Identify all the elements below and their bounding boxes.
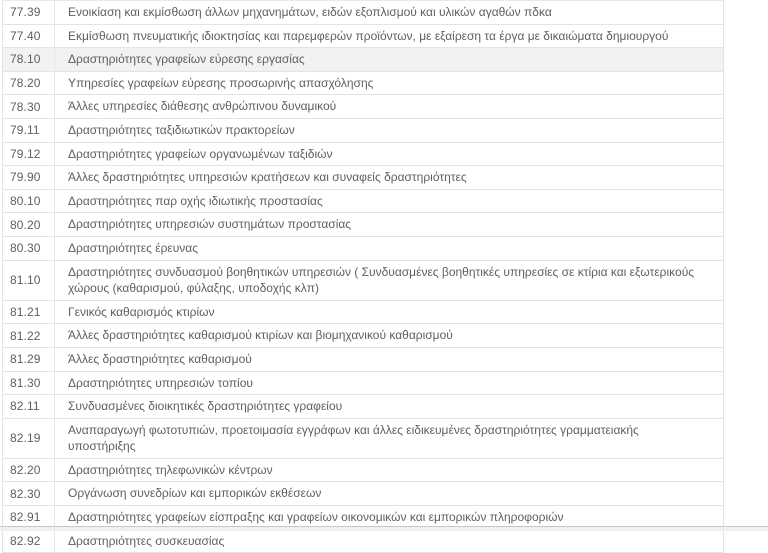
activity-description: Δραστηριότητες τηλεφωνικών κέντρων: [68, 462, 273, 477]
table-row[interactable]: [3, 530, 723, 553]
table-row[interactable]: [3, 119, 723, 143]
table-row[interactable]: [3, 190, 723, 214]
activity-code: 82.19: [3, 419, 55, 458]
activity-description: Δραστηριότητες γραφείων εύρεσης εργασίας: [68, 52, 305, 67]
activity-description: Δραστηριότητες γραφείων είσπραξης και γραφείων οικονομικών και εμπορικών πληροφοριών: [68, 510, 564, 525]
activity-description: Εκμίσθωση πνευματικής ιδιοκτησίας και παρεμφερών προϊόντων, με εξαίρεση τα έργα με δικαιώματα δημιουργού: [68, 28, 669, 43]
table-row[interactable]: [3, 166, 723, 190]
activity-code: 81.30: [3, 372, 55, 395]
activity-description: Ενοικίαση και εκμίσθωση άλλων μηχανημάτων, ειδών εξοπλισμού και υλικών αγαθών πδκα: [68, 5, 552, 19]
table-row[interactable]: [3, 419, 723, 459]
activity-code: 82.30: [3, 482, 55, 505]
activity-description: Οργάνωση συνεδρίων και εμπορικών εκθέσεων: [68, 486, 322, 501]
activity-code: 79.12: [3, 143, 55, 166]
activity-description: Δραστηριότητες ταξιδιωτικών πρακτορείων: [68, 122, 295, 137]
table-row[interactable]: [3, 482, 723, 506]
table-row[interactable]: [3, 143, 723, 167]
activity-description: Άλλες δραστηριότητες καθαρισμού: [68, 351, 252, 366]
activity-description: Δραστηριότητες υπηρεσιών συστημάτων προστασίας: [68, 217, 352, 232]
activity-code: 77.40: [3, 25, 55, 48]
activity-code: 82.91: [3, 506, 55, 529]
table-row[interactable]: [3, 372, 723, 396]
activity-description: Δραστηριότητες συνδυασμού βοηθητικών υπηρεσιών ( Συνδυασμένες βοηθητικές υπηρεσίες σε κτίρια και εξωτερικούς χώρους (καθαρισμού, φύλαξης, υποδοχής κλπ): [68, 264, 695, 296]
table-row[interactable]: [3, 72, 723, 96]
activity-code: 82.92: [3, 530, 55, 553]
activity-code: 80.10: [3, 190, 55, 213]
table-row[interactable]: [3, 1, 723, 25]
activity-description: Άλλες δραστηριότητες υπηρεσιών κρατήσεων και συναφείς δραστηριότητες: [68, 170, 467, 185]
table-row[interactable]: [3, 95, 723, 119]
activity-codes-table: [2, 0, 724, 553]
activity-description: Αναπαραγωγή φωτοτυπιών, προετοιμασία εγγράφων και άλλες ειδικευμένες δραστηριότητες γραμματειακής υποστήριξης: [68, 422, 639, 454]
table-row[interactable]: [3, 48, 723, 72]
activity-code: 78.20: [3, 72, 55, 95]
table-row[interactable]: [3, 348, 723, 372]
table-row[interactable]: [3, 324, 723, 348]
table-row[interactable]: [3, 459, 723, 483]
table-row[interactable]: [3, 237, 723, 261]
activity-code: 81.10: [3, 261, 55, 300]
activity-description: Δραστηριότητες παρ οχής ιδιωτικής προστασίας: [68, 193, 323, 208]
activity-code: 79.90: [3, 166, 55, 189]
activity-description: Συνδυασμένες διοικητικές δραστηριότητες γραφείου: [68, 399, 343, 414]
activity-description: Υπηρεσίες γραφείων εύρεσης προσωρινής απασχόλησης: [68, 75, 374, 90]
activity-description: Άλλες υπηρεσίες διάθεσης ανθρώπινου δυναμικού: [68, 99, 337, 114]
activity-code: 81.21: [3, 301, 55, 324]
activity-code: 80.30: [3, 237, 55, 260]
activity-code: 80.20: [3, 213, 55, 236]
bottom-edge-bar: [0, 526, 768, 531]
table-row[interactable]: [3, 395, 723, 419]
activity-description: Γενικός καθαρισμός κτιρίων: [68, 304, 215, 319]
activity-code: 77.39: [3, 1, 55, 24]
activity-description: Άλλες δραστηριότητες καθαρισμού κτιρίων και βιομηχανικού καθαρισμού: [68, 328, 453, 343]
activity-code: 81.29: [3, 348, 55, 371]
activity-description: Δραστηριότητες γραφείων οργανωμένων ταξιδιών: [68, 146, 333, 161]
activity-code: 82.11: [3, 395, 55, 418]
activity-code: 82.20: [3, 459, 55, 482]
activity-code: 79.11: [3, 119, 55, 142]
table-row[interactable]: [3, 261, 723, 301]
table-row[interactable]: [3, 25, 723, 49]
activity-code: 78.30: [3, 95, 55, 118]
activity-description: Δραστηριότητες έρευνας: [68, 240, 199, 255]
table-row[interactable]: [3, 213, 723, 237]
activity-code: 81.22: [3, 324, 55, 347]
activity-description: Δραστηριότητες υπηρεσιών τοπίου: [68, 375, 253, 390]
table-row[interactable]: [3, 301, 723, 325]
activity-code: 78.10: [3, 48, 55, 71]
activity-description: Δραστηριότητες συσκευασίας: [68, 533, 225, 548]
